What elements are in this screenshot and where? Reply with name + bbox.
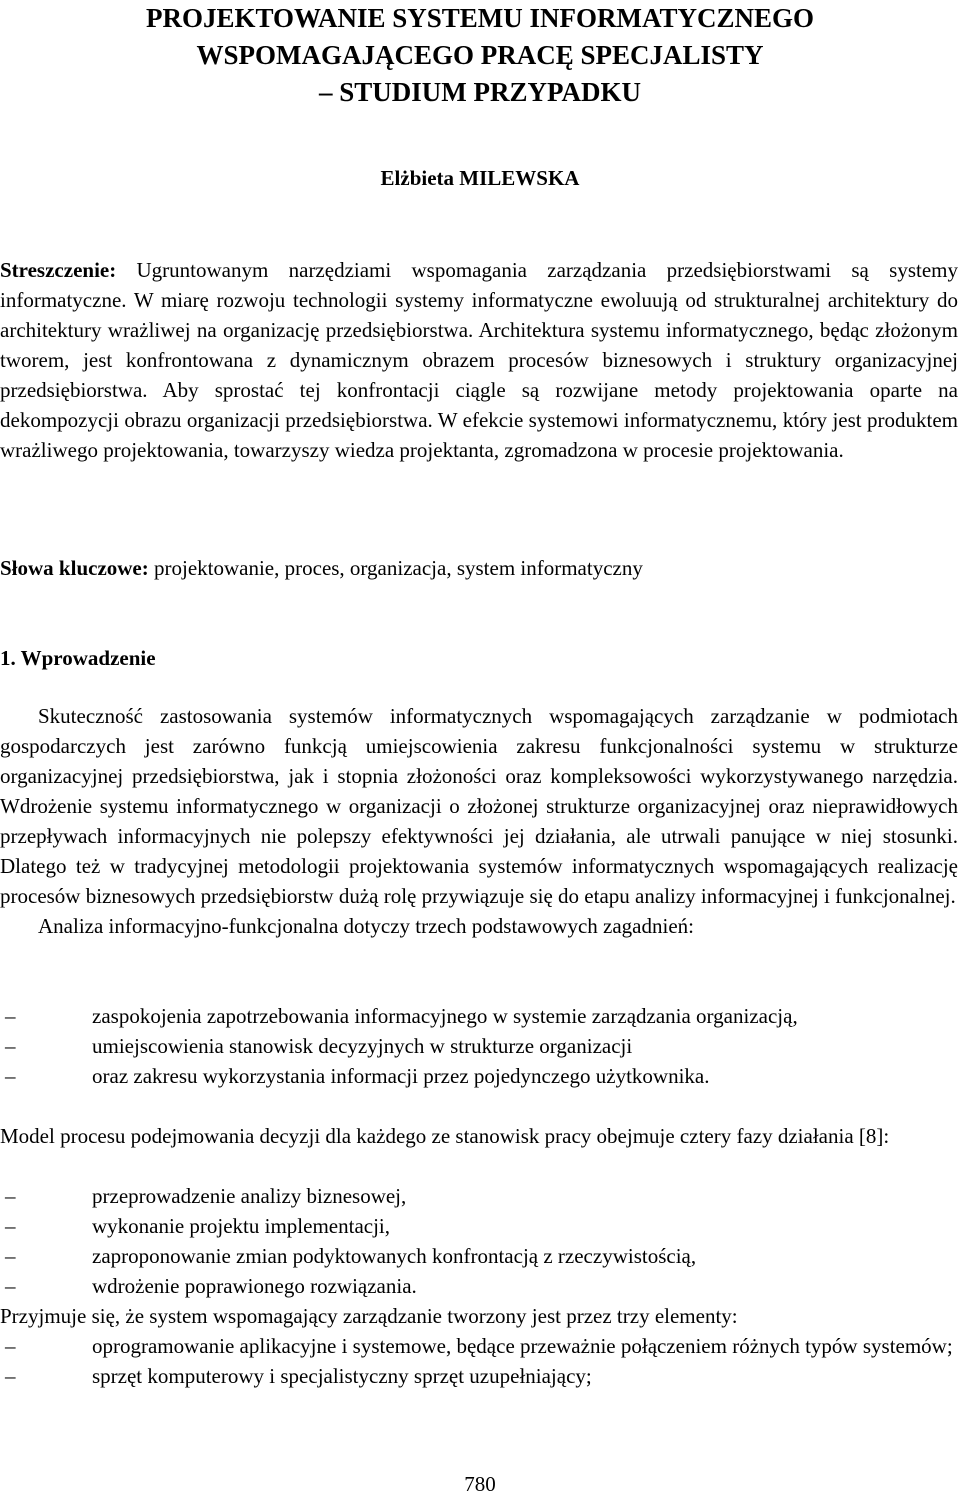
dash-bullet: –: [5, 1274, 16, 1298]
keywords: [0, 553, 958, 583]
list-item: [0, 1331, 958, 1361]
title-line-2: WSPOMAGAJĄCEGO PRACĘ SPECJALISTY: [196, 40, 764, 70]
dash-bullet: –: [5, 1244, 16, 1268]
paper-title: [0, 0, 960, 111]
dash-bullet: –: [5, 1214, 16, 1238]
list-item-text: zaspokojenia zapotrzebowania informacyjnego w systemie zarządzania organizacją,: [92, 1004, 798, 1028]
abstract-label: Streszczenie:: [0, 258, 117, 282]
paragraph-3: Model procesu podejmowania decyzji dla każdego ze stanowisk pracy obejmuje cztery fazy działania [8]:: [0, 1124, 890, 1148]
dash-bullet: –: [5, 1004, 16, 1028]
dash-bullet: –: [5, 1184, 16, 1208]
keywords-label: Słowa kluczowe:: [0, 556, 149, 580]
list-item: [0, 1181, 958, 1211]
abstract-text: Ugruntowanym narzędziami wspomagania zarządzania przedsiębiorstwami są systemy informatyczne. W miarę rozwoju technologii systemy informatyczne ewoluują od strukturalnej architektury do architektury wrażliwej na organizację przedsiębiorstwa. Architektura systemu informatycznego, będąc złożonym tworem, jest konfrontowana z dynamicznym obrazem procesów biznesowych i struktury organizacyjnej przedsiębiorstwa. Aby sprostać tej konfrontacji ciągle są rozwijane metody projektowania oparte na dekompozycji obrazu organizacji przedsiębiorstwa. W efekcie systemowi informatycznemu, który jest produktem wrażliwego projektowania, towarzyszy wiedza projektanta, zgromadzona w procesie projektowania.: [0, 258, 958, 462]
elements-list: [0, 1331, 958, 1391]
list-item-text: oraz zakresu wykorzystania informacji przez pojedynczego użytkownika.: [92, 1064, 710, 1088]
dash-bullet: –: [5, 1364, 16, 1388]
list-item-text: sprzęt komputerowy i specjalistyczny sprzęt uzupełniający;: [92, 1364, 592, 1388]
issues-list: [0, 1001, 958, 1091]
list-item-text: oprogramowanie aplikacyjne i systemowe, będące przeważnie połączeniem różnych typów systemów;: [92, 1334, 953, 1358]
section-heading: 1. Wprowadzenie: [0, 646, 156, 670]
section-body: [0, 701, 958, 941]
list-item-text: wdrożenie poprawionego rozwiązania.: [92, 1274, 417, 1298]
abstract: [0, 255, 958, 465]
title-line-1: PROJEKTOWANIE SYSTEMU INFORMATYCZNEGO: [145, 3, 815, 33]
dash-bullet: –: [5, 1034, 16, 1058]
dash-bullet: –: [5, 1064, 16, 1088]
dash-bullet: –: [5, 1334, 16, 1358]
phases-list: [0, 1181, 958, 1301]
list-item-text: przeprowadzenie analizy biznesowej,: [92, 1184, 407, 1208]
list-item: [0, 1001, 958, 1031]
list-item: [0, 1361, 958, 1391]
list-item-text: zaproponowanie zmian podyktowanych konfrontacją z rzeczywistością,: [92, 1244, 697, 1268]
page-number: 780: [464, 1472, 496, 1496]
paragraph-4: Przyjmuje się, że system wspomagający zarządzanie tworzony jest przez trzy elementy:: [0, 1304, 738, 1328]
list-item: [0, 1241, 958, 1271]
list-item: [0, 1211, 958, 1241]
list-item: [0, 1061, 958, 1091]
author-name: Elżbieta MILEWSKA: [380, 166, 580, 190]
paragraph-2: Analiza informacyjno-funkcjonalna dotyczy trzech podstawowych zagadnień:: [38, 914, 694, 938]
title-line-3: – STUDIUM PRZYPADKU: [319, 77, 641, 107]
list-item: [0, 1271, 958, 1301]
list-item-text: umiejscowienia stanowisk decyzyjnych w strukturze organizacji: [92, 1034, 633, 1058]
paragraph-1: Skuteczność zastosowania systemów informatycznych wspomagających zarządzanie w podmiotach gospodarczych jest zarówno funkcją umiejscowienia zakresu funkcjonalności systemu w strukturze organizacyjnej przedsiębiorstwa, jak i stopnia złożoności oraz kompleksowości wykorzystywanego narzędzia. Wdrożenie systemu informatycznego w organizacji o złożonej strukturze organizacyjnej oraz nieprawidłowych przepływach informacyjnych nie polepszy efektywności jej działania, ale utrwali panujące w niej stosunki. Dlatego też w tradycyjnej metodologii projektowania systemów informatycznych wspomagających realizację procesów biznesowych przedsiębiorstw dużą rolę przywiązuje się do etapu analizy informacyjnej i funkcjonalnej.: [0, 704, 958, 908]
list-item-text: wykonanie projektu implementacji,: [92, 1214, 390, 1238]
keywords-text: projektowanie, proces, organizacja, system informatyczny: [154, 556, 643, 580]
list-item: [0, 1031, 958, 1061]
